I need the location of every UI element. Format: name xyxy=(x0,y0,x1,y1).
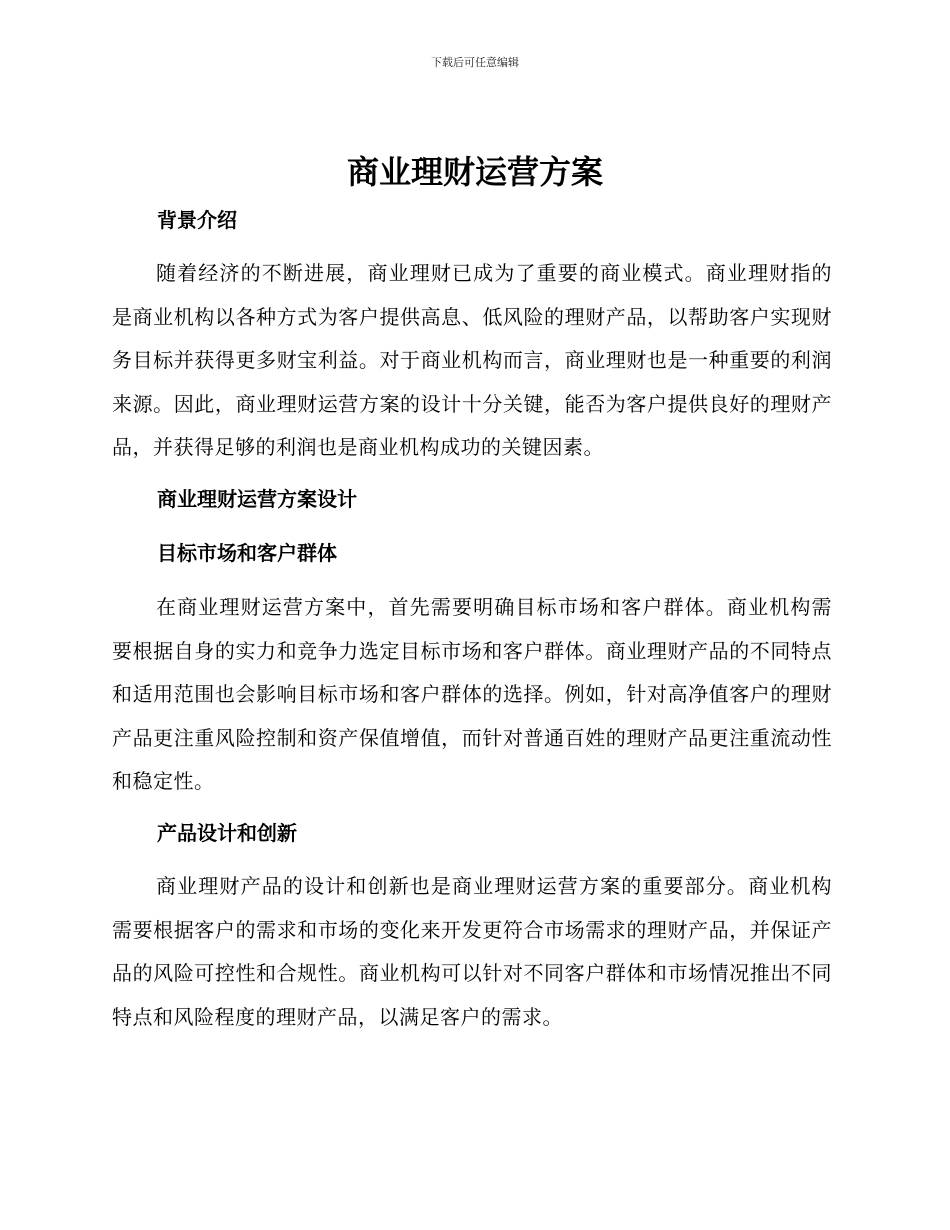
paragraph-product-design: 商业理财产品的设计和创新也是商业理财运营方案的重要部分。商业机构需要根据客户的需求和市场的变化来开发更符合市场需求的理财产品，并保证产品的风险可控性和合规性。商业机构可以针对不同客户群体和市场情况推出不同特点和风险程度的理财产品，以满足客户的需求。 xyxy=(112,874,832,1029)
header-note: 下载后可任意编辑 xyxy=(431,56,519,69)
section-heading-design: 商业理财运营方案设计 xyxy=(157,487,357,511)
section-heading-product-design: 产品设计和创新 xyxy=(157,821,297,845)
document-title: 商业理财运营方案 xyxy=(346,153,603,191)
paragraph-target-market: 在商业理财运营方案中，首先需要明确目标市场和客户群体。商业机构需要根据自身的实力和竞争力选定目标市场和客户群体。商业理财产品的不同特点和适用范围也会影响目标市场和客户群体的选择。例如，针对高净值客户的理财产品更注重风险控制和资产保值增值，而针对普通百姓的理财产品更注重流动性和稳定性。 xyxy=(112,595,832,793)
section-heading-background: 背景介绍 xyxy=(157,208,237,232)
paragraph-background: 随着经济的不断进展，商业理财已成为了重要的商业模式。商业理财指的是商业机构以各种方式为客户提供高息、低风险的理财产品，以帮助客户实现财务目标并获得更多财宝利益。对于商业机构而言，商业理财也是一种重要的利润来源。因此，商业理财运营方案的设计十分关键，能否为客户提供良好的理财产品，并获得足够的利润也是商业机构成功的关键因素。 xyxy=(112,261,832,459)
section-heading-target-market: 目标市场和客户群体 xyxy=(157,541,337,565)
